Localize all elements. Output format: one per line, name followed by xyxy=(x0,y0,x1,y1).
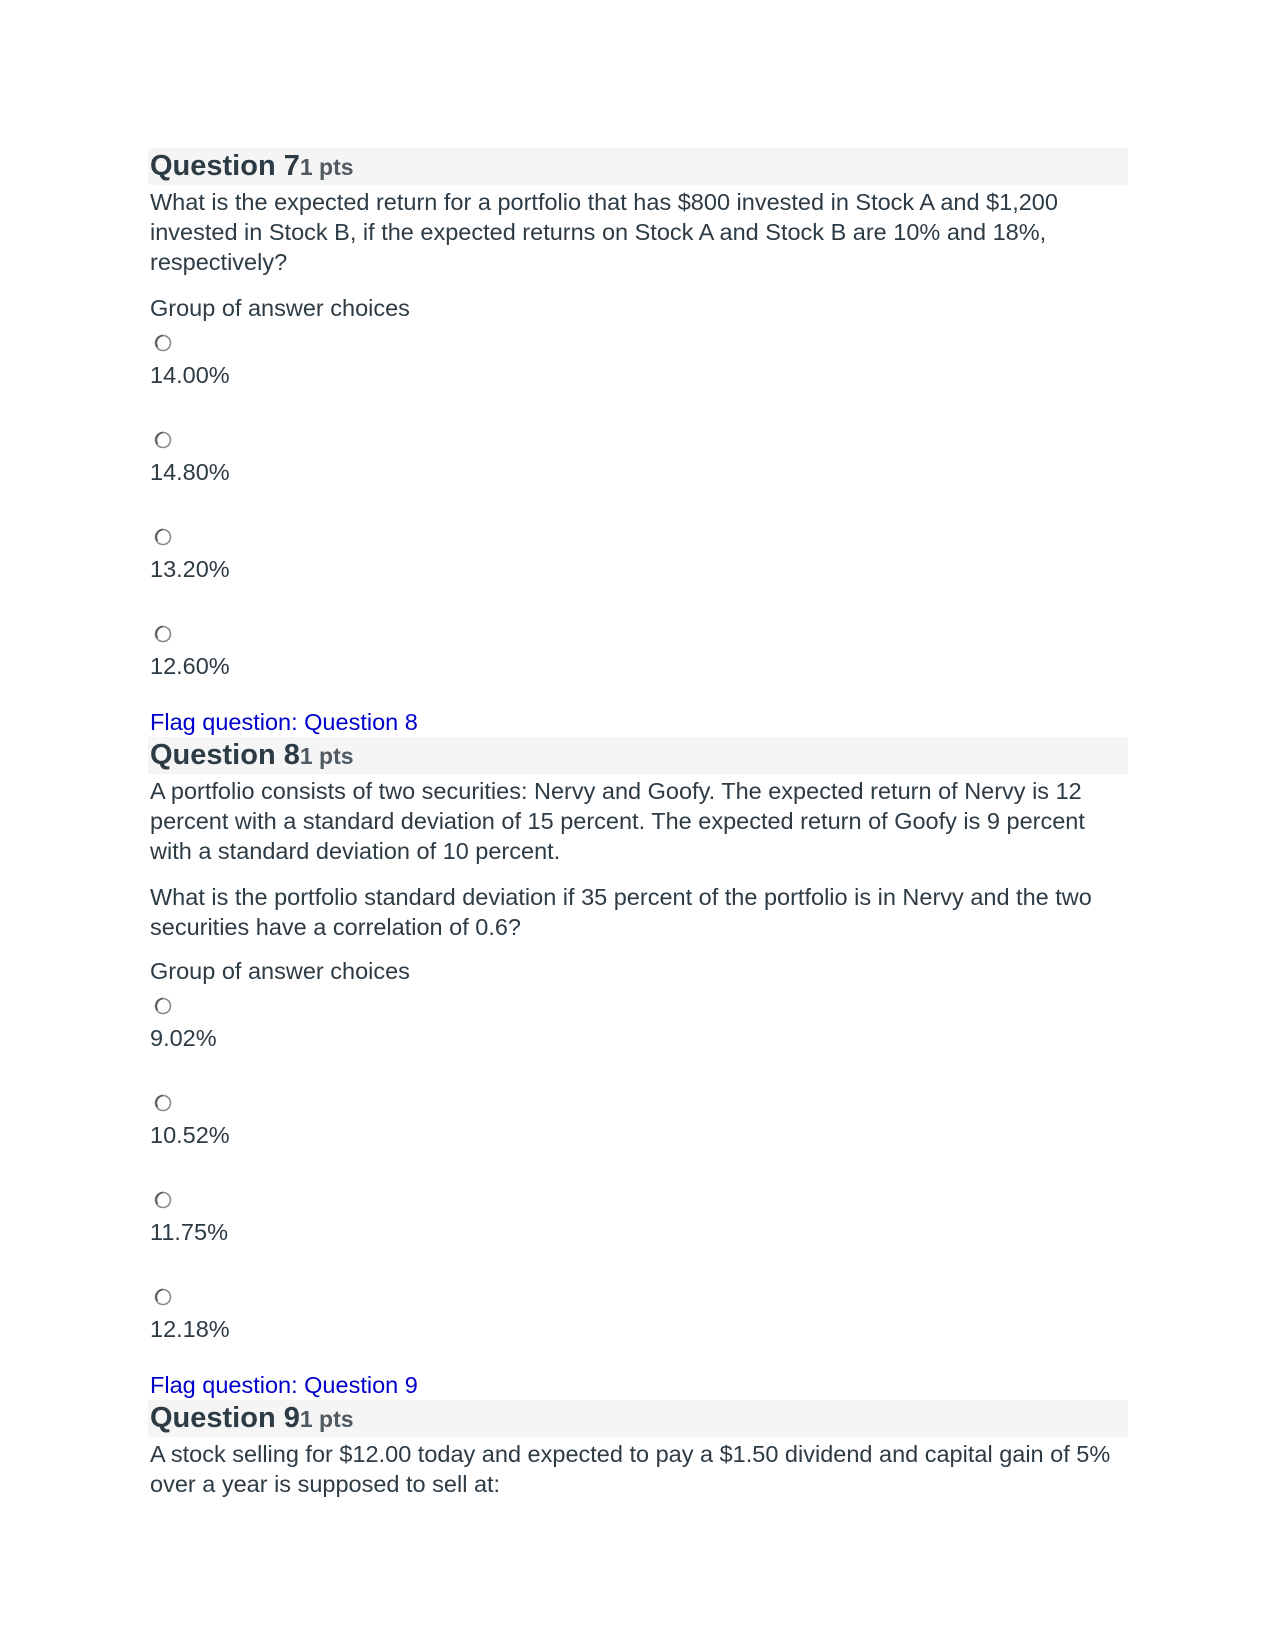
flag-question-link[interactable]: Flag question: Question 9 xyxy=(150,1372,418,1398)
answer-label: 13.20% xyxy=(150,556,230,582)
answer-option[interactable] xyxy=(148,528,1128,614)
question-title: Question 7 xyxy=(150,150,300,182)
radio-button-icon[interactable] xyxy=(154,1191,172,1209)
answer-option[interactable] xyxy=(148,431,1128,517)
answer-label: 12.18% xyxy=(150,1316,230,1342)
question-text xyxy=(148,776,1128,942)
question-text xyxy=(148,1439,1128,1499)
question-text xyxy=(148,187,1128,277)
question-points: 1 pts xyxy=(299,1406,354,1432)
answer-option[interactable] xyxy=(148,334,1128,420)
question-7 xyxy=(148,148,1128,711)
question-title: Question 8 xyxy=(150,739,300,771)
answer-label: 11.75% xyxy=(150,1219,228,1245)
radio-button-icon[interactable] xyxy=(154,431,172,449)
question-paragraph: A portfolio consists of two securities: Nervy and Goofy. The expected return of Nervy is 12 percent with a standard deviation of 15 percent. The expected return of Goofy is 9 percent with a standard deviation of 10 percent. xyxy=(150,778,1085,864)
answer-label: 14.00% xyxy=(150,362,230,388)
question-points: 1 pts xyxy=(299,743,354,769)
question-paragraph: A stock selling for $12.00 today and expected to pay a $1.50 dividend and capital gain of 5% over a year is supposed to sell at: xyxy=(150,1441,1111,1497)
radio-button-icon[interactable] xyxy=(154,625,172,643)
question-header xyxy=(148,737,1128,774)
question-paragraph: What is the expected return for a portfolio that has $800 invested in Stock A and $1,200 invested in Stock B, if the expected returns on Stock A and Stock B are 10% and 18%, respectively? xyxy=(150,189,1058,275)
radio-button-icon[interactable] xyxy=(154,1288,172,1306)
quiz-page xyxy=(148,148,1128,1499)
radio-button-icon[interactable] xyxy=(154,1094,172,1112)
answer-option[interactable] xyxy=(148,1288,1128,1374)
question-points: 1 pts xyxy=(299,154,354,180)
answer-label: 14.80% xyxy=(150,459,230,485)
radio-button-icon[interactable] xyxy=(154,997,172,1015)
question-8 xyxy=(148,707,1128,1374)
flag-question-link[interactable]: Flag question: Question 8 xyxy=(150,709,418,735)
question-title: Question 9 xyxy=(150,1402,300,1434)
answer-group-label: Group of answer choices xyxy=(150,958,410,984)
question-header xyxy=(148,1400,1128,1437)
answer-option[interactable] xyxy=(148,1191,1128,1277)
answer-group-label: Group of answer choices xyxy=(150,295,410,321)
answer-label: 12.60% xyxy=(150,653,230,679)
answer-label: 10.52% xyxy=(150,1122,230,1148)
answer-option[interactable] xyxy=(148,1094,1128,1180)
question-header xyxy=(148,148,1128,185)
radio-button-icon[interactable] xyxy=(154,334,172,352)
question-paragraph: What is the portfolio standard deviation if 35 percent of the portfolio is in Nervy and the two securities have a correlation of 0.6? xyxy=(150,884,1092,940)
answer-option[interactable] xyxy=(148,997,1128,1083)
radio-button-icon[interactable] xyxy=(154,528,172,546)
question-9 xyxy=(148,1370,1128,1499)
answer-label: 9.02% xyxy=(150,1025,217,1051)
answer-option[interactable] xyxy=(148,625,1128,711)
